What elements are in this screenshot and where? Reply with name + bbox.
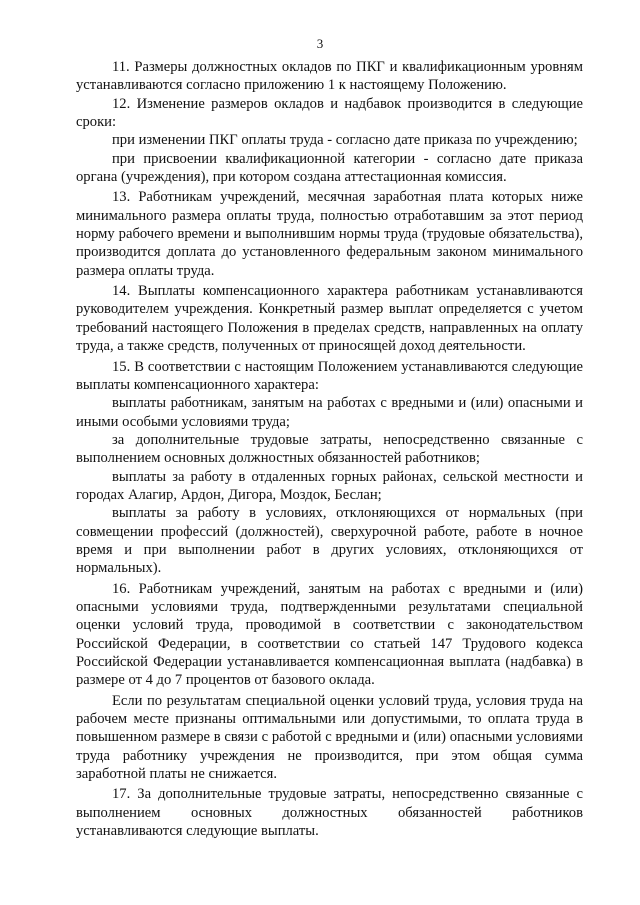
paragraph-12: 12. Изменение размеров окладов и надбавок производится в следующие сроки: [76, 95, 583, 131]
paragraph-16-note: Если по результатам специальной оценки условий труда, условия труда на рабочем месте признаны оптимальными или допустимыми, то оплата труда в повышенном размере в связи с работой с вредными и (или) опасными условиями труда работнику учреждения не производится, при этом общая сумма заработной платы не снижается. [76, 692, 583, 783]
paragraph-15: 15. В соответствии с настоящим Положением устанавливаются следующие выплаты компенсационного характера: [76, 358, 583, 393]
paragraph-12-item-1: при изменении ПКГ оплаты труда - согласно дате приказа по учреждению; [112, 132, 578, 149]
paragraph-15-item-1: выплаты работникам, занятым на работах с вредными и (или) опасными и иными особыми условиями труда; [76, 395, 583, 430]
paragraph-15-item-3: выплаты за работу в отдаленных горных районах, сельской местности и городах Алагир, Ардон, Дигора, Моздок, Беслан; [76, 468, 583, 503]
paragraph-12-item-2: при присвоении квалификационной категории - согласно дате приказа органа (учреждения), при котором создана аттестационная комиссия. [76, 150, 583, 186]
paragraph-15-item-2: за дополнительные трудовые затраты, непосредственно связанные с выполнением основных должностных обязанностей работников; [76, 431, 583, 467]
paragraph-14: 14. Выплаты компенсационного характера работникам устанавливаются руководителем учреждения. Конкретный размер выплат определяется с учетом требований настоящего Положения в пределах средств, направленных на оплату труда, а также средств, полученных от приносящей доход деятельности. [76, 283, 583, 355]
paragraph-16: 16. Работникам учреждений, занятым на работах с вредными и (или) опасными условиями труда, подтвержденными результатами специальной оценки условий труда, проводимой в соответствии с законодательством Российской Федерации, в соответствии со статьей 147 Трудового кодекса Российской Федерации устанавливается компенсационная выплата (надбавка) в размере от 4 до 7 процентов от базового оклада. [76, 580, 583, 689]
paragraph-13: 13. Работникам учреждений, месячная заработная плата которых ниже минимального размера оплаты труда, полностью отработавшим за этот период норму рабочего времени и выполнившим нормы труда (трудовые обязательства), производится доплата до установленного федеральным законом минимального размера оплаты труда. [76, 189, 583, 279]
page-number: 3 [316, 36, 324, 51]
paragraph-15-item-4: выплаты за работу в условиях, отклоняющихся от нормальных (при совмещении профессий (должностей), сверхурочной работе, работе в ночное время и при выполнении работ в других условиях, отклоняющихся от нормальных). [76, 505, 583, 577]
document-body [76, 58, 583, 840]
paragraph-17: 17. За дополнительные трудовые затраты, непосредственно связанные с выполнением основных должностных обязанностей работников устанавливаются следующие выплаты. [76, 786, 583, 840]
paragraph-11: 11. Размеры должностных окладов по ПКГ и квалификационным уровням устанавливаются согласно приложению 1 к настоящему Положению. [76, 59, 583, 94]
